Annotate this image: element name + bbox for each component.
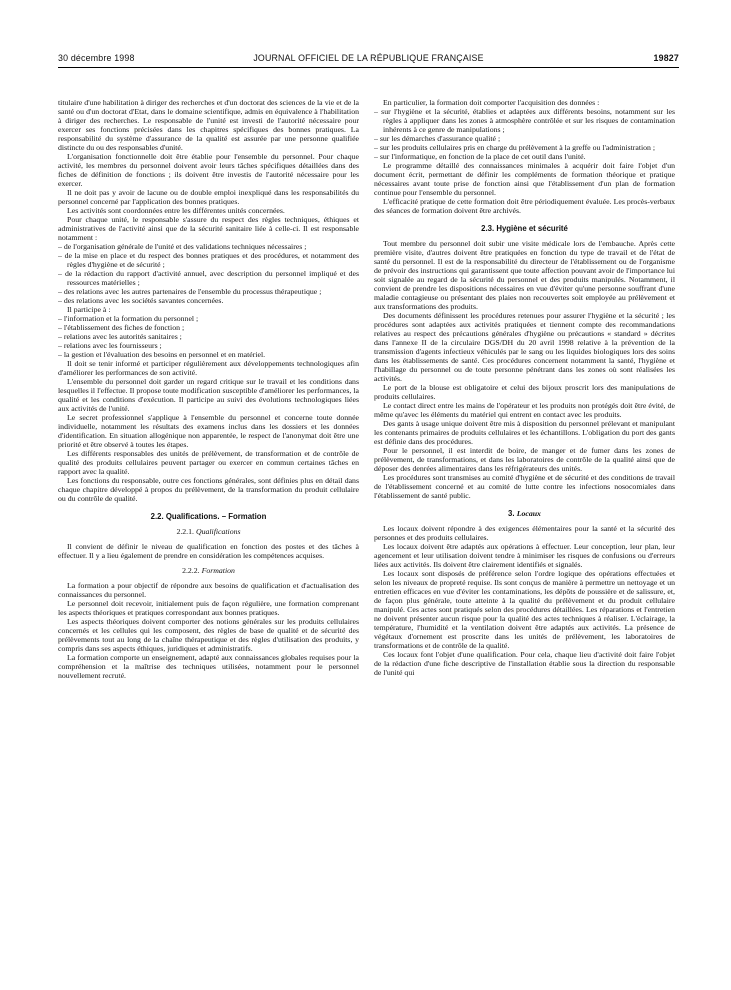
page-header: [58, 53, 679, 67]
paragraph: L'efficacité pratique de cette formation doit être périodiquement évaluée. Les procès-verbaux des séances de formation doivent être archivés.: [374, 197, 675, 215]
list-item: – des relations avec les sociétés savantes concernées.: [58, 296, 224, 305]
subsection-heading-2-2-1: [58, 527, 359, 536]
subsection-heading-2-2-2: [58, 566, 359, 575]
paragraph: Le secret professionnel s'applique à l'ensemble du personnel et concerne toute donnée individuelle, notamment les résultats des examens inclus dans les dossiers et les données d'identification. En situation allogénique non apparentée, le respect de l'anonymat doit être une priorité et être observé à toutes les étapes.: [58, 413, 359, 449]
heading-label: Locaux: [516, 509, 541, 518]
paragraph: Les différents responsables des unités de prélèvement, de transformation et de contrôle de qualité des produits cellulaires peuvent partager ou exercer en commun certaines tâches en rapport avec la qualité.: [58, 449, 359, 476]
right-column: [374, 98, 675, 970]
list-item: – relations avec les fournisseurs ;: [58, 341, 162, 350]
heading-label: Qualifications: [195, 527, 241, 536]
paragraph: Il doit se tenir informé et participer régulièrement aux développements technologiques afin d'améliorer les performances de son activité.: [58, 359, 359, 377]
paragraph: Le programme détaillé des connaissances minimales à acquérir doit faire l'objet d'un document écrit, permettant de définir les compléments de formation théorique et pratique nécessaires avant toute prise de fonction ainsi que l'établissement d'un plan de formation continue pour l'ensemble du personnel.: [374, 161, 675, 197]
paragraph: Des gants à usage unique doivent être mis à disposition du personnel prélevant et manipulant les contenants primaires de produits cellulaires et les échantillons. L'obligation du port des gants est définie dans des procédures.: [374, 419, 675, 446]
paragraph: La formation a pour objectif de répondre aux besoins de qualification et d'actualisation des connaissances du personnel.: [58, 581, 359, 599]
header-page-number: 19827: [653, 53, 679, 63]
heading-number: 3.: [508, 509, 515, 518]
list-item: – sur l'informatique, en fonction de la place de cet outil dans l'unité.: [374, 152, 586, 161]
list-item: – de la rédaction du rapport d'activité annuel, avec description du personnel impliqué et des ressources matérielles ;: [58, 269, 359, 287]
paragraph: Les fonctions du responsable, outre ces fonctions générales, sont définies plus en détail dans chaque chapitre développé à propos du prélèvement, de la transformation du produit cellulaire ou du contrôle de qualité.: [58, 476, 359, 503]
list-item: – l'information et la formation du personnel ;: [58, 314, 199, 323]
paragraph: Les aspects théoriques doivent comporter des notions générales sur les produits cellulaires concernés et les cellules qui les composent, des règles de base de qualité et de sécurité des prélèvements tout au long de la chaîne thérapeutique et des règles d'utilisation des produits, y compris dans ses aspects éthiques, juridiques et administratifs.: [58, 617, 359, 653]
paragraph: Tout membre du personnel doit subir une visite médicale lors de l'embauche. Après cette première visite, d'autres doivent être pratiquées en fonction du type de travail et de l'état de santé du personnel. Il est de la responsabilité du directeur de l'établissement ou de l'organisme de prévoir des instructions qui garantissent que toute affection pouvant avoir de l'importance lui soit signalée au regard de la sécurité du personnel et des produits manipulés. Notamment, il convient de prendre les dispositions nécessaires en vue d'éviter qu'une personne souffrant d'une maladie contagieuse ou présentant des plaies non recouvertes soit employée au prélèvement et aux transformations des produits.: [374, 239, 675, 311]
list-item: – des relations avec les autres partenaires de l'ensemble du processus thérapeutique ;: [58, 287, 322, 296]
paragraph: Les procédures sont transmises au comité d'hygiène et de sécurité et des conditions de travail de l'établissement concerné et au comité de lutte contre les infections nosocomiales dans l'établissement de santé public.: [374, 473, 675, 500]
header-title: JOURNAL OFFICIEL DE LA RÉPUBLIQUE FRANÇAISE: [253, 53, 484, 63]
paragraph: Pour le personnel, il est interdit de boire, de manger et de fumer dans les zones de prélèvement, de transformations, et dans les laboratoires de contrôle de la qualité ainsi que de déposer des denrées alimentaires dans les réfrigérateurs des unités.: [374, 446, 675, 473]
responsibilities-list: [58, 242, 359, 305]
heading-number: 2.2.1.: [176, 527, 194, 536]
left-column: [58, 98, 359, 970]
paragraph: Le port de la blouse est obligatoire et celui des bijoux proscrit lors des manipulations de produits cellulaires.: [374, 383, 675, 401]
paragraph: Pour chaque unité, le responsable s'assure du respect des règles techniques, éthiques et administratives de l'activité ainsi que de la sécurité sanitaire liée à celle-ci. Il est responsable notamment :: [58, 215, 359, 242]
list-item: – de l'organisation générale de l'unité et des validations techniques nécessaires ;: [58, 242, 307, 251]
paragraph: L'ensemble du personnel doit garder un regard critique sur le travail et les conditions dans lesquelles il l'effectue. Il propose toute modification susceptible d'améliorer les performances, la qualité et les conditions d'exécution. Il participe au suivi des évolutions technologiques liées aux activités de l'unité.: [58, 377, 359, 413]
section-heading-3: [374, 509, 675, 518]
paragraph: Des documents définissent les procédures retenues pour assurer l'hygiène et la sécurité ; les procédures sont adaptées aux activités pratiquées et tiennent compte des recommandations relatives au respect des précautions générales d'hygiène ou précautions « standard » décrites dans l'annexe II de la circulaire DGS/DH du 20 avril 1998 relative à la prévention de la transmission d'agents infectieux véhiculés par le sang ou les liquides biologiques lors des soins dans les établissements de santé. Ces procédures concernent notamment la santé, l'hygiène et l'habillage du personnel ou de toute personne pénétrant dans les zones où sont réalisées les activités.: [374, 311, 675, 383]
header-rule: [58, 67, 679, 68]
heading-label: Formation: [201, 566, 235, 575]
heading-number: 2.2.2.: [182, 566, 200, 575]
paragraph: La formation comporte un enseignement, adapté aux connaissances globales requises pour la compréhension et la maîtrise des techniques utilisées, notamment pour le personnel nouvellement recruté.: [58, 653, 359, 680]
paragraph: En particulier, la formation doit comporter l'acquisition des données :: [383, 98, 600, 107]
participation-list: [58, 314, 359, 359]
paragraph: Les locaux doivent être adaptés aux opérations à effectuer. Leur conception, leur plan, leur agencement et leur utilisation doivent tendre à minimiser les risques de confusions ou d'erreurs liées aux activités. Ils doivent être clairement identifiés et signalés.: [374, 542, 675, 569]
header-date: 30 décembre 1998: [58, 53, 135, 63]
paragraph: Le personnel doit recevoir, initialement puis de façon régulière, une formation comprenant les aspects théoriques et pratiques correspondant aux bonnes pratiques.: [58, 599, 359, 617]
paragraph: Les activités sont coordonnées entre les différentes unités concernées.: [67, 206, 285, 215]
paragraph: Les locaux doivent répondre à des exigences élémentaires pour la santé et la sécurité des personnes et des produits cellulaires.: [374, 524, 675, 542]
paragraph: Il ne doit pas y avoir de lacune ou de double emploi inexpliqué dans les responsabilités du personnel concerné par l'application des bonnes pratiques.: [58, 188, 359, 206]
list-item: – sur l'hygiène et la sécurité, établies et adaptées aux différents besoins, notamment sur les règles à appliquer dans les zones à atmosphère contrôlée et sur les risques de contamination inhérents à ce genre de manipulations ;: [374, 107, 675, 134]
list-item: – l'établissement des fiches de fonction ;: [58, 323, 185, 332]
paragraph: Le contact direct entre les mains de l'opérateur et les produits non protégés doit être évité, de même qu'avec les éléments du matériel qui entrent en contact avec les produits.: [374, 401, 675, 419]
list-item: – la gestion et l'évaluation des besoins en personnel et en matériel.: [58, 350, 266, 359]
paragraph: Il participe à :: [67, 305, 111, 314]
paragraph: Ces locaux font l'objet d'une qualification. Pour cela, chaque lieu d'activité doit faire l'objet de la rédaction d'une fiche descriptive de l'installation établie sous la direction du responsable de l'unité qui: [374, 650, 675, 677]
training-topics-list: [374, 107, 675, 161]
list-item: – sur les démarches d'assurance qualité ;: [374, 134, 501, 143]
list-item: – relations avec les autorités sanitaires ;: [58, 332, 182, 341]
section-heading-2-2: 2.2. Qualifications. – Formation: [150, 512, 267, 521]
paragraph: Il convient de définir le niveau de qualification en fonction des postes et des tâches à effectuer. Il y a lieu également de prendre en considération les compétences acquises.: [58, 542, 359, 560]
paragraph: Les locaux sont disposés de préférence selon l'ordre logique des opérations effectuées et selon les niveaux de propreté requise. Ils sont conçus de manière à permettre un nettoyage et un entretien efficaces en vue d'éviter les contaminations, les dépôts de poussière et de salissure, et, de façon plus générale, toute atteinte à la qualité du prélèvement et du produit cellulaire manipulé. Ces actes sont pratiqués selon des procédures détaillées. Les réparations et l'entretien ne doivent présenter aucun risque pour la qualité des actes techniques à réaliser. L'éclairage, la température, l'humidité et la ventilation doivent être adaptés aux activités. La présence de végétaux d'ornement est proscrite dans les unités de prélèvement, les laboratoires de transformations et de contrôle de la qualité.: [374, 569, 675, 650]
paragraph: L'organisation fonctionnelle doit être établie pour l'ensemble du personnel. Pour chaque activité, les membres du personnel doivent avoir leurs tâches spécifiques détaillées dans des fiches de définition de fonctions ; ils doivent être investis de l'autorité nécessaire pour les exercer.: [58, 152, 359, 188]
paragraph: titulaire d'une habilitation à diriger des recherches et d'un doctorat des sciences de la vie et de la santé ou d'un doctorat d'Etat, dans le domaine scientifique, admis en équivalence à l'habilitation à diriger des recherches. Le responsable de l'unité est investi de l'autorité nécessaire pour exercer ses fonctions précisées dans les chapitres spécifiques des bonnes pratiques. La responsabilité du système d'assurance de la qualité est assurée par une personne qualifiée distincte du ou des responsables d'unité.: [58, 98, 359, 152]
list-item: – de la mise en place et du respect des bonnes pratiques et des procédures, et notamment des règles d'hygiène et de sécurité ;: [58, 251, 359, 269]
list-item: – sur les produits cellulaires pris en charge du prélèvement à la greffe ou l'administration ;: [374, 143, 656, 152]
section-heading-2-3: 2.3. Hygiène et sécurité: [481, 224, 568, 233]
